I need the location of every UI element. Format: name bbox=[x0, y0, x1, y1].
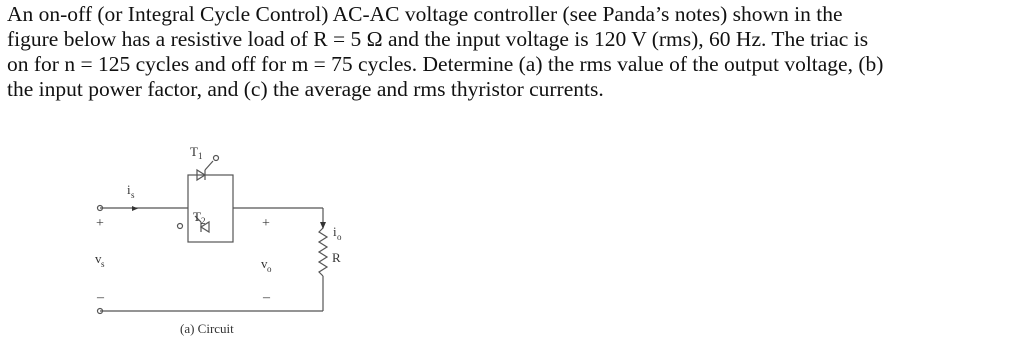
figure-caption: (a) Circuit bbox=[180, 321, 234, 336]
problem-line-1: An on-off (or Integral Cycle Control) AC-AC voltage controller (see Panda’s notes) shown in the bbox=[7, 2, 843, 26]
io-arrow-icon bbox=[320, 222, 326, 229]
resistor-label: R bbox=[332, 250, 341, 265]
problem-line-4: the input power factor, and (c) the average and rms thyristor currents. bbox=[7, 77, 604, 101]
t2-label: T bbox=[193, 209, 201, 224]
input-plus-sign: + bbox=[96, 216, 104, 231]
t1-subscript: 1 bbox=[198, 151, 203, 161]
t1-label: T bbox=[190, 144, 198, 159]
output-plus-sign: + bbox=[262, 216, 270, 231]
problem-line-2: figure below has a resistive load of R = 5 Ω and the input voltage is 120 V (rms), 60 Hz. The triac is bbox=[7, 27, 869, 51]
vs-subscript: s bbox=[101, 259, 105, 269]
vs-label: v bbox=[95, 251, 102, 266]
vo-subscript: o bbox=[267, 264, 272, 274]
output-minus-sign: – bbox=[263, 290, 270, 305]
problem-line-3: on for n = 125 cycles and off for m = 75 cycles. Determine (a) the rms value of the output voltage, (b) bbox=[7, 52, 884, 76]
is-arrow-icon bbox=[132, 206, 138, 211]
io-subscript: o bbox=[337, 232, 342, 242]
vo-label: v bbox=[261, 256, 268, 271]
t2-subscript: 2 bbox=[201, 216, 206, 226]
is-label: i bbox=[127, 182, 131, 197]
io-label: i bbox=[333, 224, 337, 239]
is-subscript: s bbox=[131, 190, 135, 200]
input-minus-sign: – bbox=[97, 290, 104, 305]
